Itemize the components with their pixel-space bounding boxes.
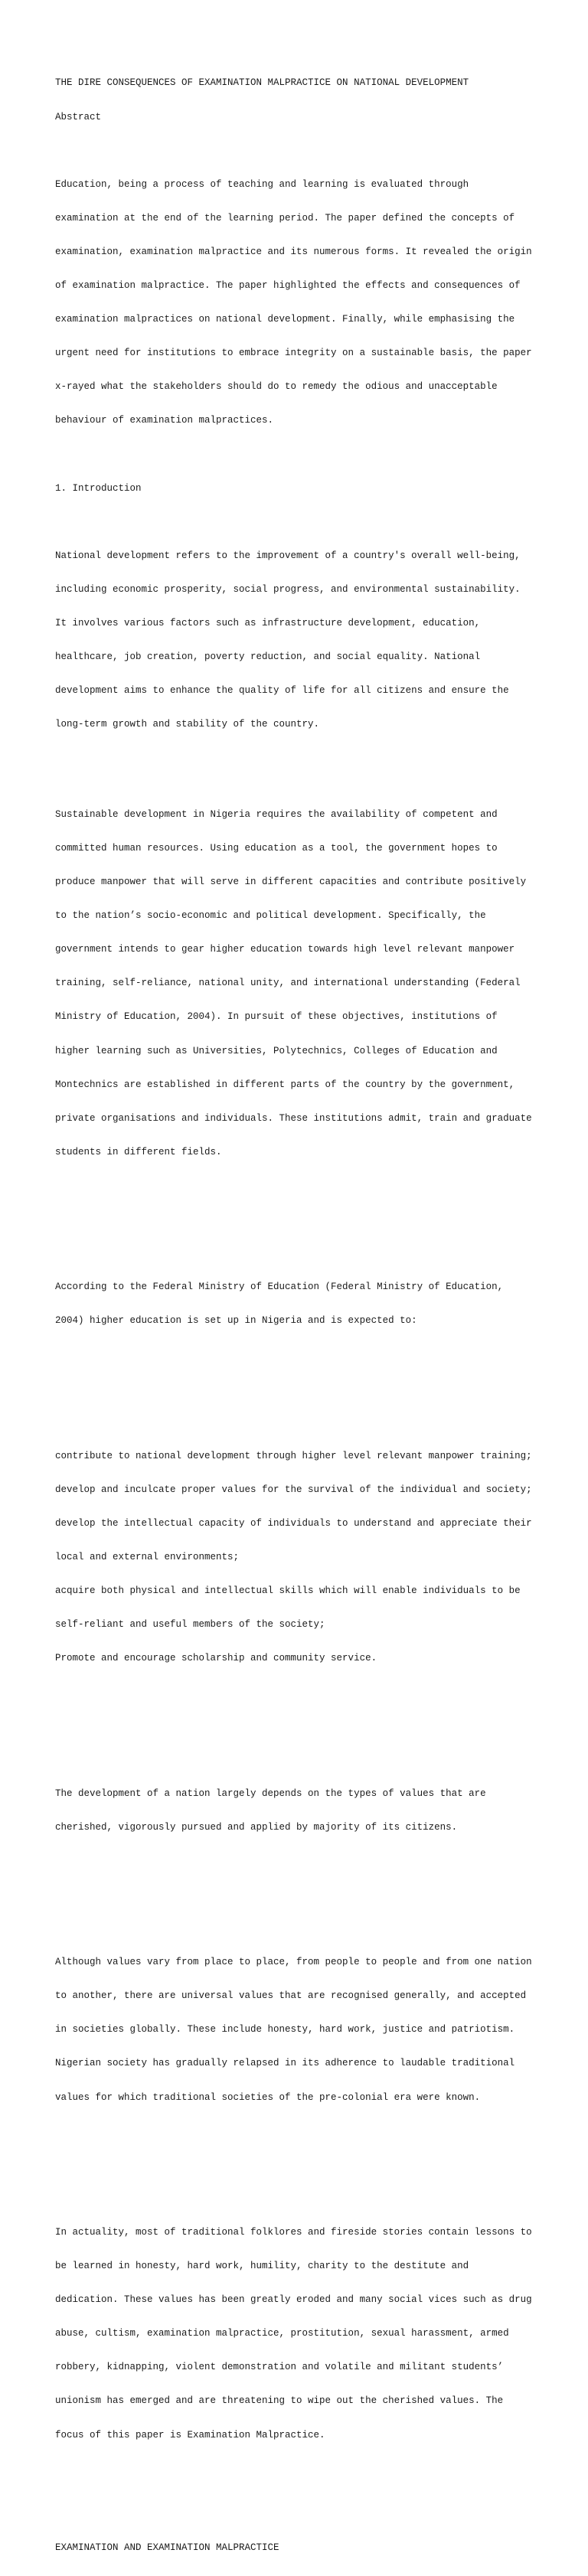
- abstract-paragraph: [55, 156, 545, 449]
- introduction-paragraph-2: [55, 786, 545, 1180]
- paragraph-line: long-term growth and stability of the country.: [55, 719, 320, 730]
- paragraph-line: abuse, cultism, examination malpractice, prostitution, sexual harassment, armed: [55, 2328, 509, 2339]
- abstract-line: examination malpractices on national development. Finally, while emphasising the: [55, 314, 515, 325]
- paragraph-line: be learned in honesty, hard work, humility, charity to the destitute and: [55, 2261, 469, 2272]
- paragraph-line: development aims to enhance the quality of life for all citizens and ensure the: [55, 685, 509, 697]
- blank-line: [55, 2160, 545, 2171]
- blank-line: [55, 1720, 545, 1732]
- abstract-heading: Abstract: [55, 111, 102, 122]
- list-item: acquire both physical and intellectual skills which will enable individuals to be: [55, 1585, 521, 1597]
- list-item: self-reliant and useful members of the society;: [55, 1619, 325, 1631]
- paragraph-line: Ministry of Education, 2004). In pursuit of these objectives, institutions of: [55, 1011, 498, 1023]
- paragraph-line: It involves various factors such as infrastructure development, education,: [55, 617, 481, 628]
- document-title: THE DIRE CONSEQUENCES OF EXAMINATION MALPRACTICE ON NATIONAL DEVELOPMENT: [55, 77, 469, 89]
- introduction-paragraph-1: [55, 527, 545, 753]
- paragraph-line: unionism has emerged and are threatening to wipe out the cherished values. The: [55, 2395, 504, 2407]
- section-heading: EXAMINATION AND EXAMINATION MALPRACTICE: [55, 2542, 279, 2553]
- paragraph-line: healthcare, job creation, poverty reduction, and social equality. National: [55, 651, 481, 663]
- list-item: Promote and encourage scholarship and community service.: [55, 1653, 377, 1664]
- list-item: local and external environments;: [55, 1551, 240, 1562]
- paragraph-line: private organisations and individuals. These institutions admit, train and graduate: [55, 1112, 532, 1124]
- paragraph-line: to another, there are universal values that are recognised generally, and accepted: [55, 1990, 527, 2002]
- list-item: develop and inculcate proper values for the survival of the individual and society;: [55, 1484, 532, 1495]
- document-body: [55, 55, 545, 2576]
- paragraph-line: committed human resources. Using education as a tool, the government hopes to: [55, 842, 498, 854]
- paragraph-line: focus of this paper is Examination Malpractice.: [55, 2429, 325, 2441]
- paragraph-line: Although values vary from place to place, from people to people and from one nation: [55, 1957, 532, 1968]
- goals-list: [55, 1428, 545, 1686]
- abstract-line: examination at the end of the learning period. The paper defined the concepts of: [55, 212, 515, 224]
- values-paragraph-2: [55, 1934, 545, 2126]
- abstract-line: of examination malpractice. The paper highlighted the effects and consequences of: [55, 279, 521, 291]
- paragraph-line: Montechnics are established in different parts of the country by the government,: [55, 1079, 515, 1090]
- paragraph-line: higher learning such as Universities, Polytechnics, Colleges of Education and: [55, 1045, 498, 1056]
- paragraph-line: 2004) higher education is set up in Nigeria and is expected to:: [55, 1315, 417, 1327]
- paragraph-line: government intends to gear higher education towards high level relevant manpower: [55, 944, 515, 955]
- blank-line: [55, 1214, 545, 1226]
- paragraph-line: dedication. These values has been greatly eroded and many social vices such as drug: [55, 2294, 532, 2306]
- blank-line: [55, 1383, 545, 1394]
- paragraph-line: produce manpower that will serve in different capacities and contribute positively: [55, 877, 527, 888]
- fme-paragraph: [55, 1259, 545, 1350]
- list-item: develop the intellectual capacity of individuals to understand and appreciate their: [55, 1517, 532, 1529]
- paragraph-line: According to the Federal Ministry of Education (Federal Ministry of Education,: [55, 1281, 504, 1293]
- abstract-line: behaviour of examination malpractices.: [55, 415, 274, 426]
- paragraph-line: Nigerian society has gradually relapsed in its adherence to laudable traditional: [55, 2058, 515, 2069]
- paragraph-line: training, self-reliance, national unity, and international understanding (Federal: [55, 978, 521, 989]
- paragraph-line: In actuality, most of traditional folklores and fireside stories contain lessons to: [55, 2226, 532, 2238]
- introduction-heading: 1. Introduction: [55, 482, 142, 494]
- abstract-line: urgent need for institutions to embrace integrity on a sustainable basis, the paper: [55, 348, 532, 359]
- paragraph-line: The development of a nation largely depends on the types of values that are: [55, 1788, 486, 1799]
- paragraph-line: including economic prosperity, social progress, and environmental sustainability.: [55, 583, 521, 595]
- abstract-line: examination, examination malpractice and its numerous forms. It revealed the origin: [55, 246, 532, 257]
- blank-line: [55, 2497, 545, 2509]
- blank-line: [55, 1889, 545, 1901]
- paragraph-line: to the nation’s socio-economic and political development. Specifically, the: [55, 910, 486, 922]
- values-paragraph-1: [55, 1765, 545, 1856]
- values-paragraph-3: [55, 2205, 545, 2463]
- abstract-line: Education, being a process of teaching and learning is evaluated through: [55, 178, 469, 190]
- abstract-line: x-rayed what the stakeholders should do to remedy the odious and unacceptable: [55, 381, 498, 393]
- paragraph-line: National development refers to the improvement of a country's overall well-being,: [55, 550, 521, 561]
- paragraph-line: values for which traditional societies of the pre-colonial era were known.: [55, 2091, 481, 2103]
- paragraph-line: Sustainable development in Nigeria requires the availability of competent and: [55, 808, 498, 820]
- paragraph-line: cherished, vigorously pursued and applied by majority of its citizens.: [55, 1821, 458, 1833]
- paragraph-line: students in different fields.: [55, 1146, 222, 1157]
- paragraph-line: robbery, kidnapping, violent demonstration and volatile and militant students’: [55, 2362, 504, 2373]
- paragraph-line: in societies globally. These include honesty, hard work, justice and patriotism.: [55, 2024, 515, 2036]
- list-item: contribute to national development through higher level relevant manpower training;: [55, 1450, 532, 1461]
